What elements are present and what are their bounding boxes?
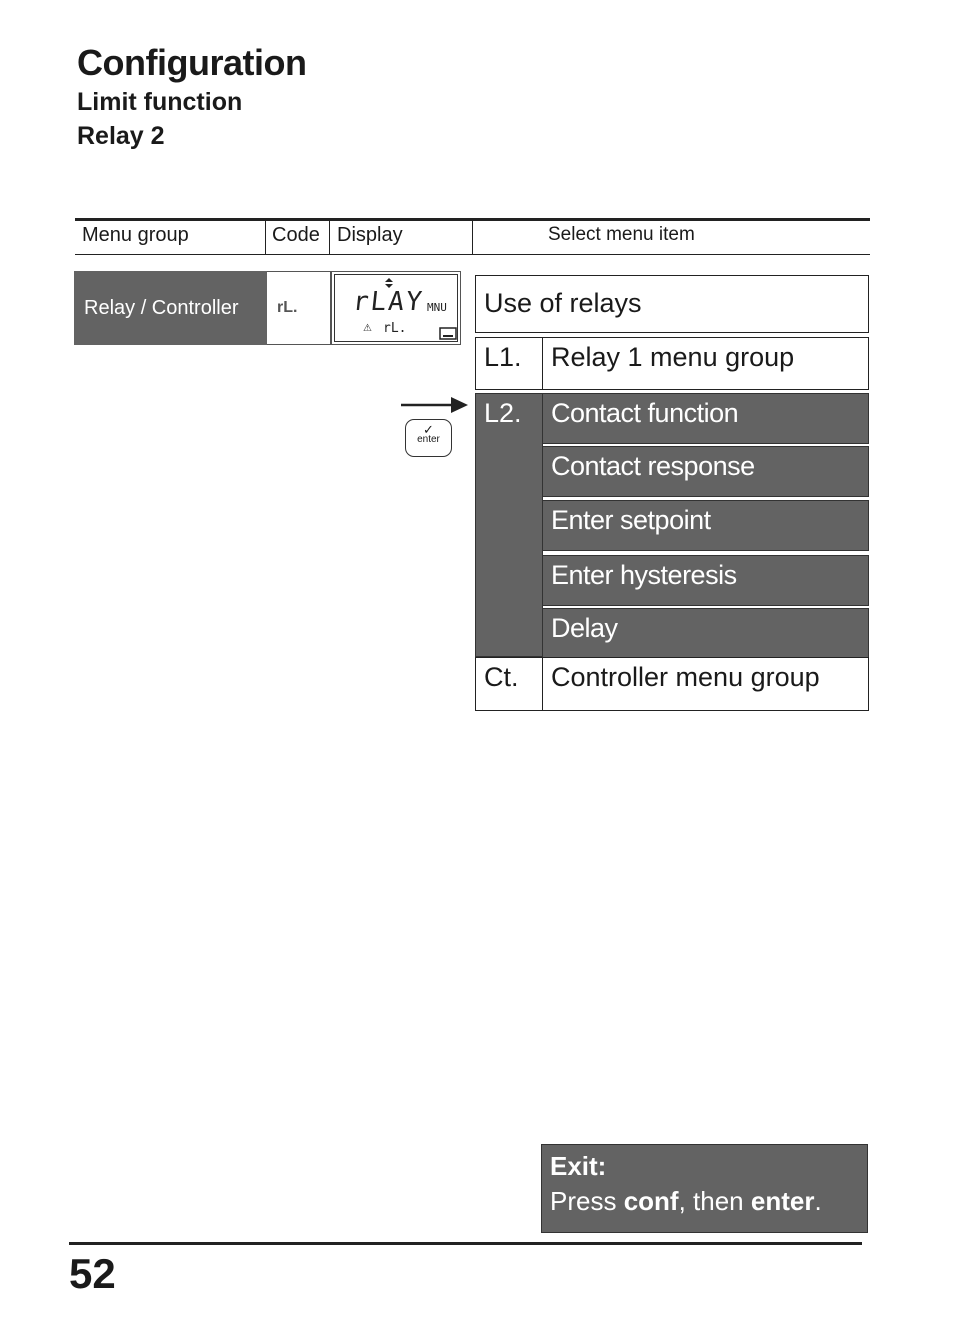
ct-code-cell (475, 657, 543, 711)
menu-item-relay1[interactable] (542, 337, 869, 390)
l1-code-cell (475, 337, 543, 390)
exit-note (541, 1144, 868, 1233)
l2-code: L2. (484, 398, 522, 428)
menu-item-enter-setpoint[interactable] (542, 500, 869, 551)
arrow-right-icon (401, 396, 469, 414)
l2-item-label: Enter hysteresis (551, 560, 737, 590)
menu-group-cell (74, 271, 267, 345)
lcd-sub-text: rL. (383, 321, 407, 336)
ct-label: Controller menu group (551, 662, 820, 692)
l2-item-label: Contact response (551, 451, 755, 481)
page-number: 52 (69, 1250, 116, 1297)
menu-item-controller[interactable] (542, 657, 869, 711)
table-header-rule (75, 254, 870, 255)
l1-code: L1. (484, 342, 522, 372)
exit-then: , then (678, 1186, 751, 1216)
l2-item-label: Delay (551, 613, 618, 643)
lcd-display (331, 271, 461, 345)
header-code: Code (272, 224, 320, 246)
l2-code-cell (475, 393, 543, 657)
relay-subtitle: Relay 2 (77, 122, 165, 150)
menu-group-label: Relay / Controller (84, 296, 239, 319)
exit-press: Press (550, 1186, 624, 1216)
l1-label: Relay 1 menu group (551, 342, 795, 372)
menu-title-box (475, 275, 869, 333)
ct-code: Ct. (484, 662, 519, 692)
lcd-screen (334, 274, 458, 342)
header-divider (265, 221, 266, 255)
exit-key-conf: conf (623, 1186, 679, 1216)
header-menu-group: Menu group (82, 224, 189, 246)
exit-instruction (550, 1184, 867, 1219)
lcd-warning-icon: ⚠ (363, 323, 372, 334)
footer-rule (69, 1242, 862, 1245)
checkmark-icon: ✓ (423, 422, 434, 437)
header-display: Display (337, 224, 403, 246)
lcd-mnu-text: MNU (427, 301, 447, 314)
exit-heading: Exit: (550, 1151, 607, 1181)
code-label: rL. (277, 299, 298, 316)
header-divider (472, 221, 473, 255)
enter-key-label: enter (417, 434, 440, 445)
menu-item-enter-hysteresis[interactable] (542, 555, 869, 606)
lcd-main-text: rLAY (351, 287, 426, 317)
lcd-battery-icon (439, 327, 457, 340)
page-title: Configuration (77, 42, 307, 83)
enter-key[interactable] (405, 419, 452, 457)
menu-item-contact-function[interactable] (542, 393, 869, 444)
header-select: Select menu item (548, 224, 695, 245)
header-divider (329, 221, 330, 255)
exit-key-enter: enter (750, 1186, 815, 1216)
section-subtitle: Limit function (77, 88, 243, 116)
exit-end: . (814, 1186, 822, 1216)
menu-item-delay[interactable] (542, 608, 869, 658)
menu-title: Use of relays (484, 288, 642, 318)
code-cell (267, 271, 331, 345)
l2-item-label: Contact function (551, 398, 739, 428)
l2-item-label: Enter setpoint (551, 505, 711, 535)
menu-item-contact-response[interactable] (542, 446, 869, 497)
